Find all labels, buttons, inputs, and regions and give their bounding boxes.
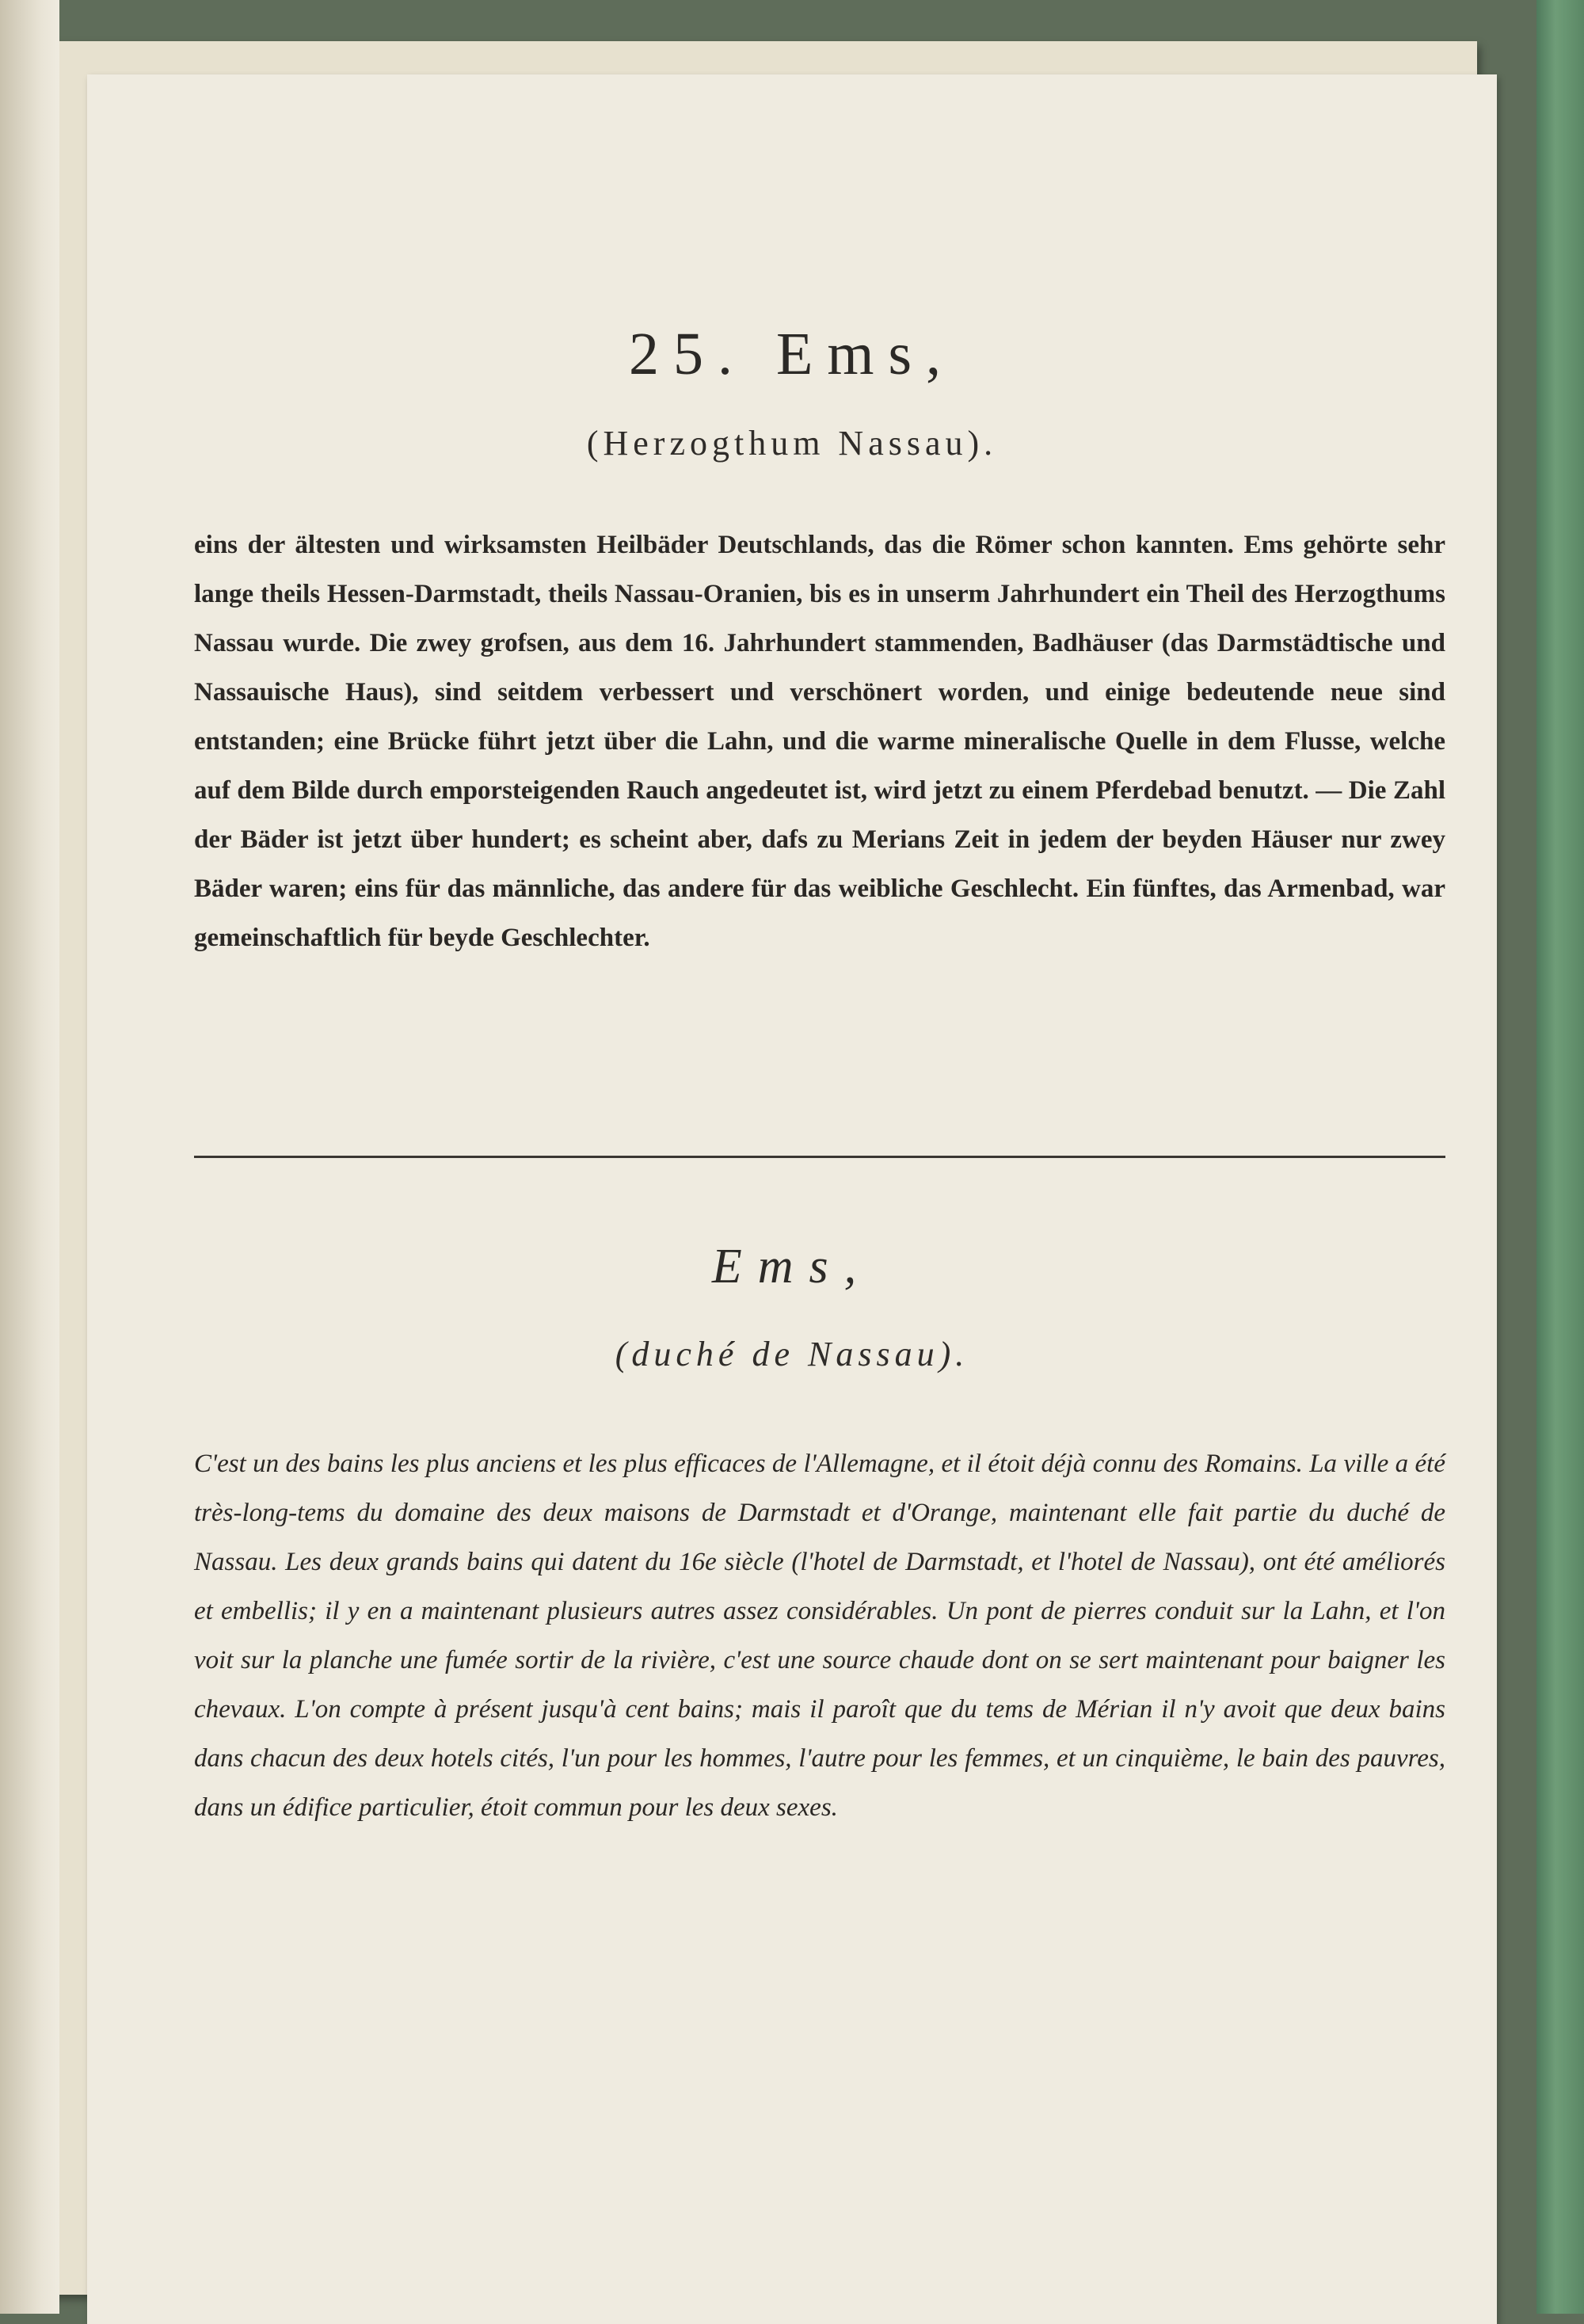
page-stack (40, 41, 1477, 2295)
french-subtitle: (duché de Nassau). (615, 1335, 969, 1373)
book-page (87, 74, 1497, 2324)
german-subtitle: (Herzogthum Nassau). (586, 424, 998, 463)
german-title: 25. Ems, (628, 321, 956, 387)
german-body-text: eins der ältesten und wirksamsten Heilbäder Deutschlands, das die Römer schon kannten. Ems gehörte sehr lange theils Hessen-Darmstadt, theils Nassau-Oranien, bis es in unserm Jahrhundert ein Theil des Herzogthums Nassau wurde. Die zwey grofsen, aus dem 16. Jahrhundert stammenden, Badhäuser (das Darmstädtische und Nassauische Haus), sind seitdem verbessert und verschönert worden, und einige bedeutende neue sind entstanden; eine Brücke führt jetzt über die Lahn, und die warme mineralische Quelle in dem Flusse, welche auf dem Bilde durch emporsteigenden Rauch angedeutet ist, wird jetzt zu einem Pferdebad benutzt. — Die Zahl der Bäder ist jetzt über hundert; es scheint aber, dafs zu Merians Zeit in jedem der beyden Häuser nur zwey Bäder waren; eins für das männliche, das andere für das weibliche Geschlecht. Ein fünftes, das Armenbad, war gemeinschaftlich für beyde Geschlechter. (194, 531, 1445, 952)
book-cover-edge (1536, 0, 1584, 2314)
section-divider (194, 1156, 1445, 1158)
book-spine (0, 0, 59, 2314)
french-body-text: C'est un des bains les plus anciens et les plus efficaces de l'Allemagne, et il étoit déjà connu des Romains. La ville a été très-long-tems du domaine des deux maisons de Darmstadt et d'Orange, maintenant elle fait partie du duché de Nassau. Les deux grands bains qui datent du 16e siècle (l'hotel de Darmstadt, et l'hotel de Nassau), ont été améliorés et embellis; il y en a maintenant plusieurs autres assez considérables. Un pont de pierres conduit sur la Lahn, et l'on voit sur la planche une fumée sortir de la rivière, c'est une source chaude dont on se sert maintenant pour baigner les chevaux. L'on compte à présent jusqu'à cent bains; mais il paroît que du tems de Mérian il n'y avoit que deux bains dans chacun des deux hotels cités, l'un pour les hommes, l'autre pour les femmes, et un cinquième, le bain des pauvres, dans un édifice particulier, étoit commun pour les deux sexes. (194, 1450, 1445, 1822)
french-title: Ems, (711, 1240, 873, 1293)
